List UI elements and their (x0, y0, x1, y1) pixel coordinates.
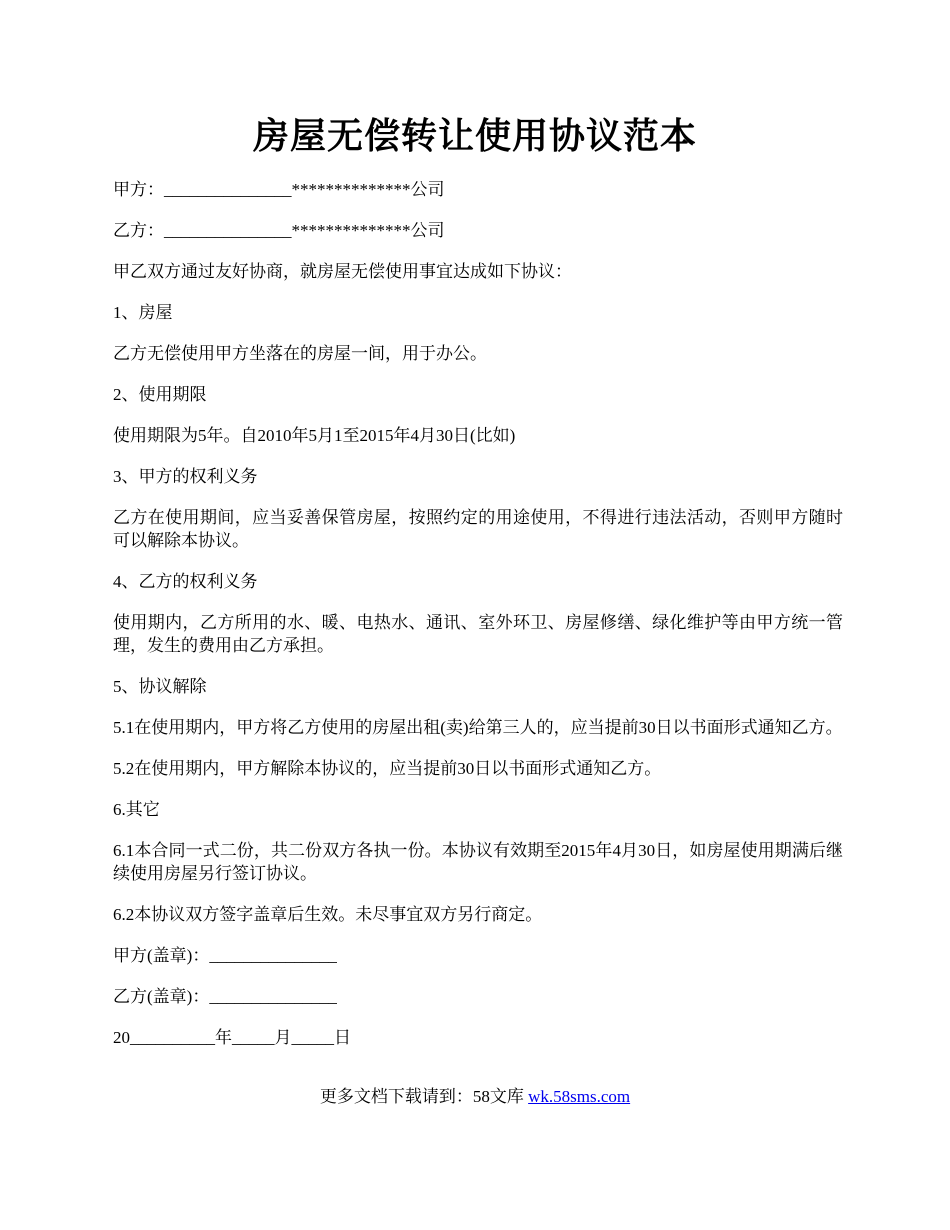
clause-6-2: 6.2本协议双方签字盖章后生效。未尽事宜双方另行商定。 (113, 905, 543, 924)
section-heading-2: 2、使用期限 (113, 385, 207, 404)
section-text-1: 乙方无偿使用甲方坐落在的房屋一间，用于办公。 (113, 344, 487, 363)
signature-party-a: 甲方(盖章)：_______________ (113, 946, 337, 965)
clause-6-1: 6.1本合同一式二份，共二份双方各执一份。本协议有效期至2015年4月30日，如房屋使用期满后继续使用房屋另行签订协议。 (113, 841, 843, 883)
download-footer (0, 1085, 950, 1108)
footer-text: 更多文档下载请到：58文库 (319, 1087, 529, 1106)
section-text-4: 使用期内，乙方所用的水、暖、电热水、通讯、室外环卫、房屋修缮、绿化维护等由甲方统一管理，发生的费用由乙方承担。 (113, 613, 843, 655)
section-text-2: 使用期限为5年。自2010年5月1至2015年4月30日(比如) (113, 426, 516, 445)
footer-link[interactable]: wk.58sms.com (528, 1087, 631, 1106)
preamble: 甲乙双方通过友好协商，就房屋无偿使用事宜达成如下协议： (113, 262, 572, 281)
document-title: 房屋无偿转让使用协议范本 (252, 116, 697, 156)
document-body (113, 178, 843, 1067)
section-heading-6: 6.其它 (113, 800, 160, 819)
section-text-3: 乙方在使用期间，应当妥善保管房屋，按照约定的用途使用，不得进行违法活动，否则甲方随时可以解除本协议。 (113, 508, 843, 550)
signature-date: 20__________年_____月_____日 (113, 1028, 351, 1047)
signature-party-b: 乙方(盖章)：_______________ (113, 987, 337, 1006)
party-b-line: 乙方：_______________**************公司 (113, 221, 445, 240)
clause-5-2: 5.2在使用期内，甲方解除本协议的，应当提前30日以书面形式通知乙方。 (113, 759, 662, 778)
section-heading-3: 3、甲方的权利义务 (113, 467, 258, 486)
section-heading-1: 1、房屋 (113, 303, 173, 322)
clause-5-1: 5.1在使用期内，甲方将乙方使用的房屋出租(卖)给第三人的，应当提前30日以书面形式通知乙方。 (113, 718, 843, 737)
section-heading-5: 5、协议解除 (113, 677, 207, 696)
party-a-line: 甲方：_______________**************公司 (113, 180, 445, 199)
section-heading-4: 4、乙方的权利义务 (113, 572, 258, 591)
